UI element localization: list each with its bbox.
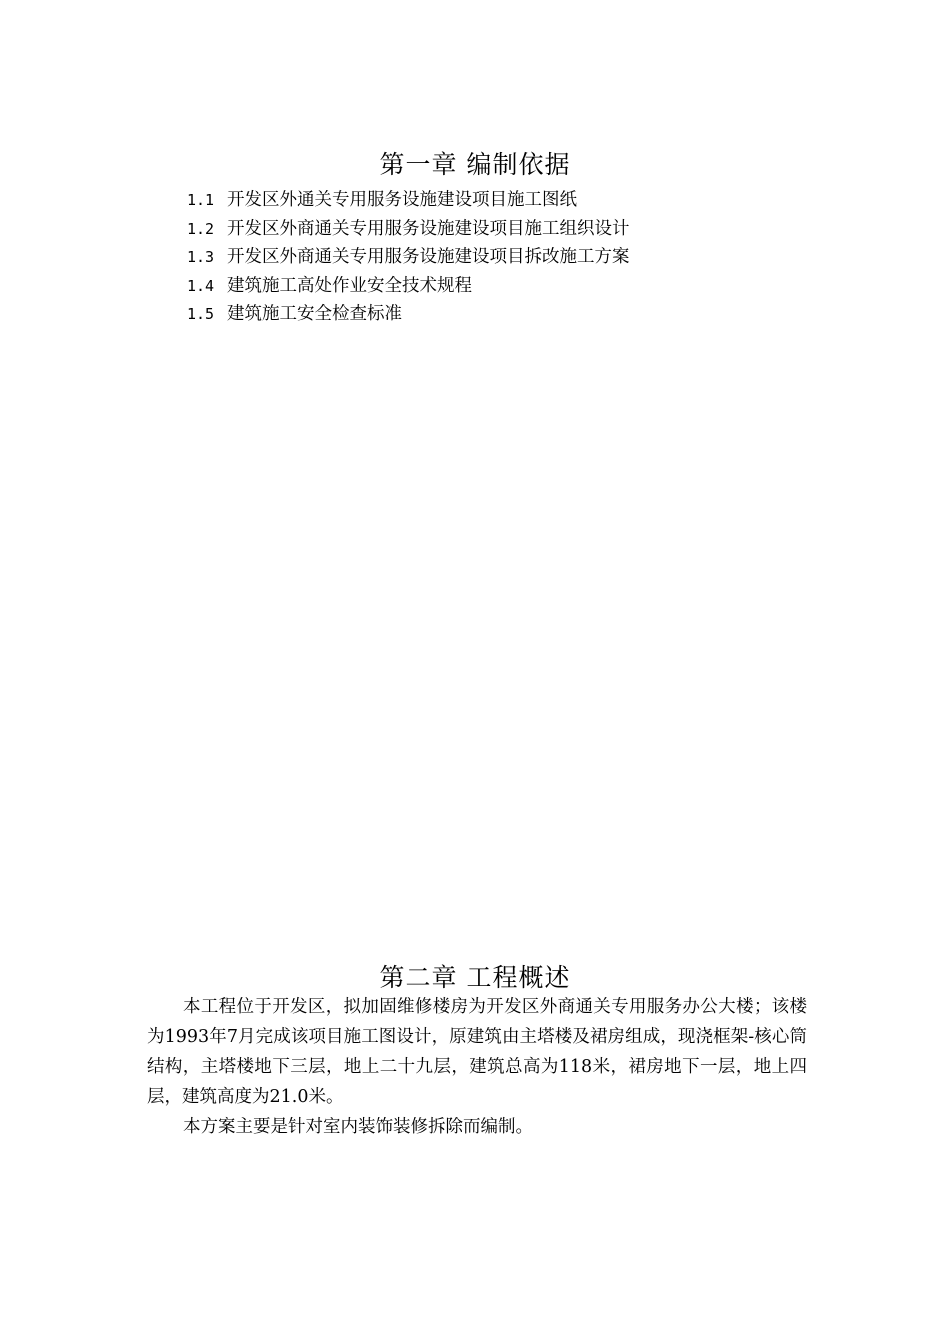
- basis-item: [187, 186, 630, 215]
- basis-item-number: 1.4: [187, 276, 215, 295]
- basis-item-number: 1.1: [187, 191, 215, 209]
- basis-item-text: 开发区外商通关专用服务设施建设项目拆改施工方案: [227, 247, 630, 267]
- basis-item-number: 1.2: [187, 219, 215, 238]
- project-overview: [147, 992, 807, 1142]
- basis-item: [187, 243, 630, 272]
- basis-item-number: 1.3: [187, 248, 215, 266]
- basis-item: [187, 272, 630, 301]
- chapter-2-title: 第二章 工程概述: [379, 963, 571, 992]
- basis-item-text: 建筑施工高处作业安全技术规程: [227, 275, 472, 296]
- basis-item-number: 1.5: [187, 305, 215, 323]
- basis-item: [187, 215, 630, 244]
- basis-item-text: 开发区外商通关专用服务设施建设项目施工组织设计: [227, 218, 630, 239]
- overview-paragraph: 本方案主要是针对室内装饰装修拆除而编制。: [183, 1117, 533, 1137]
- basis-item-text: 开发区外通关专用服务设施建设项目施工图纸: [227, 190, 577, 210]
- basis-list: [187, 186, 630, 329]
- chapter-1-title: 第一章 编制依据: [379, 150, 571, 179]
- basis-item: [187, 300, 630, 329]
- overview-paragraph: 本工程位于开发区，拟加固维修楼房为开发区外商通关专用服务办公大楼；该楼为1993年7月完成该项目施工图设计，原建筑由主塔楼及裙房组成，现浇框架-核心筒结构，主塔楼地下三层，地上二十九层，建筑总高为118米，裙房地下一层，地上四层，建筑高度为21.0米。: [147, 997, 807, 1107]
- basis-item-text: 建筑施工安全检查标准: [227, 304, 402, 324]
